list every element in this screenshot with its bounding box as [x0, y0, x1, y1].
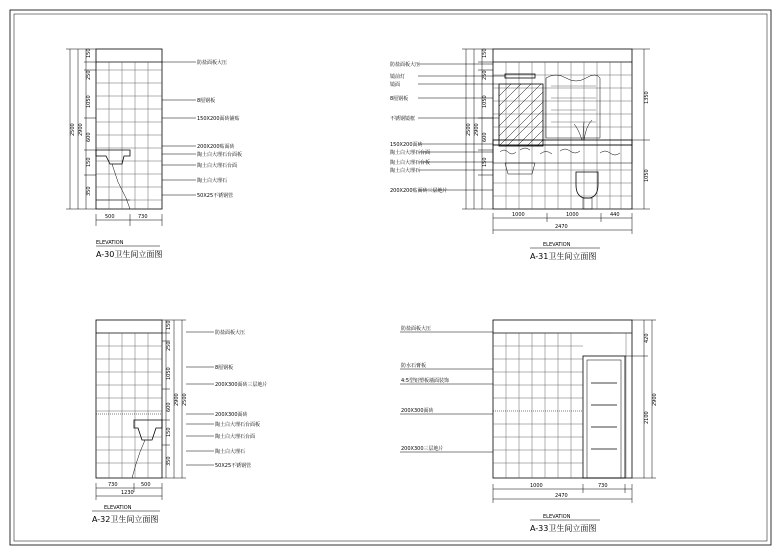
dim-a31-v2: 250	[482, 70, 488, 80]
dim-a31-h1: 1000	[512, 212, 525, 218]
elevation-a31	[390, 48, 650, 261]
dim-a31-h4: 2470	[555, 224, 568, 230]
title-a33: A-33卫生间立面图	[530, 524, 597, 533]
label-a30-6: 陶土白大理石台面	[197, 163, 238, 169]
dim-a32-h2: 500	[141, 482, 151, 488]
label-a33-2: 防水石膏板	[401, 363, 427, 369]
drain-pipe-a32	[132, 440, 145, 478]
dim-a30-v2: 250	[86, 70, 92, 80]
dim-a30-v4: 600	[86, 132, 92, 142]
dim-a32-v1: 150	[166, 320, 172, 330]
label-a32-7: 陶土白大理石	[215, 449, 246, 455]
tile-grid-a33	[493, 320, 632, 478]
decor-panel-a31	[546, 75, 600, 138]
dim-a31-v3: 1050	[482, 95, 488, 108]
tile-grid-a32	[96, 320, 162, 478]
dim-a30-h1: 500	[105, 214, 115, 220]
counter-a31	[493, 140, 632, 145]
subtitle-a33: ELEVATION	[543, 514, 571, 520]
dim-a32-v6: 350	[166, 456, 172, 466]
tile-grid-a30	[96, 49, 162, 209]
dim-a31-v8: 1350	[644, 91, 650, 104]
dim-a33-v3: 2900	[652, 393, 658, 406]
leaders-a31	[418, 64, 505, 190]
dim-a33-v2: 2100	[644, 411, 650, 424]
door-a33	[583, 356, 625, 478]
dim-a30-v5: 150	[86, 157, 92, 167]
dim-a33-h1: 1000	[530, 483, 543, 489]
dim-a31-v7: 2500	[466, 123, 472, 136]
dim-a31-h3: 440	[610, 212, 620, 218]
counter-veining-a31	[500, 148, 620, 155]
dim-a31-v4: 600	[482, 132, 488, 142]
label-a31-8: 陶土白大理石台板	[390, 160, 431, 166]
sheet-inner-border	[14, 14, 767, 541]
tile-grid-a31	[493, 49, 632, 209]
dim-a32-v8: 2500	[182, 393, 188, 406]
sheet-border	[10, 10, 771, 545]
dim-a30-h2: 730	[138, 214, 148, 220]
title-a31: A-31卫生间立面图	[530, 252, 597, 261]
drain-pipe-a30	[112, 164, 130, 209]
label-a32-3: 200X300面砖三层地片	[215, 382, 268, 388]
label-a33-4: 200X300面砖	[401, 408, 434, 414]
dim-a32-v5: 150	[166, 427, 172, 437]
dim-a30-v1: 150	[86, 48, 92, 58]
dim-a32-v7: 2900	[174, 393, 180, 406]
label-a32-2: 8厘钢板	[215, 365, 234, 371]
title-a32: A-32卫生间立面图	[92, 515, 159, 524]
dim-a30-v8: 2500	[70, 123, 76, 136]
label-a31-2: 镜前灯	[390, 74, 406, 80]
dim-a30-v7: 2900	[78, 123, 84, 136]
dim-a32-v4: 600	[166, 402, 172, 412]
label-a30-8: 50X25不锈钢管	[197, 193, 234, 199]
label-a31-1: 防盐面板大压	[390, 62, 421, 68]
dim-a33-v1: 420	[644, 333, 650, 343]
label-a32-6: 陶土白大理石台面	[215, 434, 256, 440]
label-a32-1: 防盐面板大压	[215, 330, 246, 336]
dim-a30-v6: 350	[86, 186, 92, 196]
label-a31-3: 镜面	[390, 82, 401, 88]
label-a31-10: 200X200贴面砖三层地片	[390, 188, 448, 194]
label-a30-4: 200X200贴面砖	[197, 144, 235, 150]
elevation-a30	[66, 48, 242, 259]
dim-a31-v5: 150	[482, 157, 488, 167]
label-a30-1: 防盐面板大压	[197, 60, 228, 66]
toilet-a31	[576, 172, 598, 198]
mirror-lamp-a31	[505, 74, 535, 78]
plant-a31	[574, 120, 592, 140]
basin-a30	[96, 150, 130, 164]
label-a31-6: 150X200面砖	[390, 142, 423, 148]
leaders-a33	[400, 332, 493, 452]
label-a30-3: 150X200面砖铺贴	[197, 116, 240, 122]
label-a31-4: 8厘钢板	[390, 96, 409, 102]
label-a30-7: 陶土白大理石	[197, 178, 228, 184]
label-a31-5: 不锈钢镜框	[390, 116, 416, 122]
subtitle-a31: ELEVATION	[543, 242, 571, 248]
leaders-a32	[186, 332, 214, 465]
dim-a32-v3: 1050	[166, 367, 172, 380]
label-a31-9: 陶土白大理石	[390, 168, 421, 174]
dim-a32-h3: 1230	[121, 490, 134, 496]
subtitle-a30: ELEVATION	[96, 240, 124, 246]
leaders-a30	[162, 62, 196, 195]
label-a32-5: 陶土白大理石台面板	[215, 422, 261, 428]
label-a30-2: 8厘钢板	[197, 98, 216, 104]
label-a32-4: 200X300面砖	[215, 412, 248, 418]
subtitle-a32: ELEVATION	[104, 505, 132, 511]
label-a33-5: 200X300三层地片	[401, 446, 444, 452]
label-a31-7: 陶土白大理石台面	[390, 150, 431, 156]
dim-a33-h3: 2470	[555, 493, 568, 499]
dim-a31-v6: 2900	[474, 123, 480, 136]
dim-a31-v9: 1050	[644, 169, 650, 182]
dim-a30-v3: 1050	[86, 95, 92, 108]
elevation-a32	[92, 320, 268, 524]
title-a30: A-30卫生间立面图	[96, 250, 163, 259]
label-a33-3: 4:5型铝塑板墙面装饰	[401, 378, 450, 384]
mirror-hatch-a31	[499, 84, 543, 146]
dim-a32-v2: 250	[166, 341, 172, 351]
dim-a33-h2: 730	[598, 483, 608, 489]
label-a33-1: 防盐面板大压	[401, 326, 432, 332]
elevation-a33	[400, 320, 658, 533]
label-a30-5: 陶土白大理石台面板	[197, 152, 243, 158]
dim-a32-h1: 730	[108, 482, 118, 488]
dim-a31-h2: 1000	[566, 212, 579, 218]
label-a32-8: 50X25不锈钢管	[215, 463, 252, 469]
dim-a31-v1: 150	[482, 48, 488, 58]
